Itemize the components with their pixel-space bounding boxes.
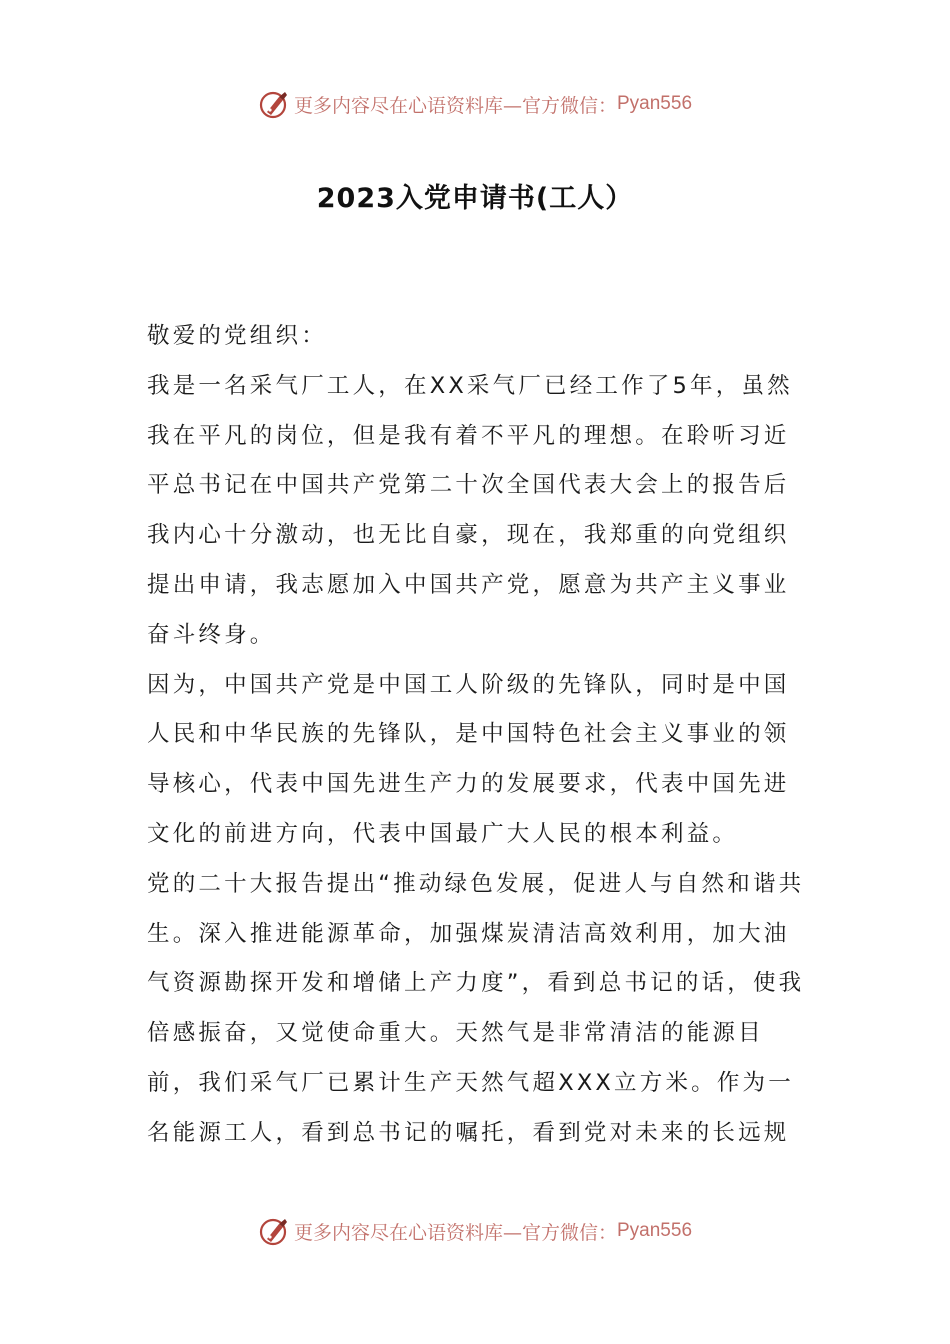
footer-wechat-id: Pyan556 xyxy=(617,1220,693,1241)
salutation: 敬爱的党组织： xyxy=(147,323,327,349)
paragraph-2: 因为，中国共产党是中国工人阶级的先锋队，同时是中国人民和中华民族的先锋队，是中国特色社会主义事业的领导核心，代表中国先进生产力的发展要求，代表中国先进文化的前进方向，代表中国最广大人民的根本利益。 xyxy=(147,671,790,847)
document-title: 2023入党申请书(工人） xyxy=(316,183,634,214)
header-banner-text: 更多内容尽在心语资料库—官方微信： xyxy=(293,94,617,117)
document-body xyxy=(147,312,807,1159)
paragraph-1: 我是一名采气厂工人，在XX采气厂已经工作了5年，虽然我在平凡的岗位，但是我有着不平凡的理想。在聆听习近平总书记在中国共产党第二十次全国代表大会上的报告后我内心十分激动，也无比自豪，现在，我郑重的向党组织提出申请，我志愿加入中国共产党，愿意为共产主义事业奋斗终身。 xyxy=(147,372,793,648)
footer-banner xyxy=(0,1211,950,1251)
header-wechat-id: Pyan556 xyxy=(617,93,693,114)
paragraph-3: 党的二十大报告提出“推动绿色发展，促进人与自然和谐共生。深入推进能源革命，加强煤炭清洁高效利用，加大油气资源勘探开发和增储上产力度”，看到总书记的话，使我倍感振奋，又觉使命重大。天然气是非常清洁的能源目前，我们采气厂已累计生产天然气超XXX立方米。作为一名能源工人，看到总书记的嘱托，看到党对未来的长远规 xyxy=(147,870,805,1146)
header-banner xyxy=(0,84,950,124)
footer-banner-text: 更多内容尽在心语资料库—官方微信： xyxy=(293,1221,617,1244)
pen-nib-icon xyxy=(258,1215,290,1247)
pen-nib-icon xyxy=(258,88,290,120)
